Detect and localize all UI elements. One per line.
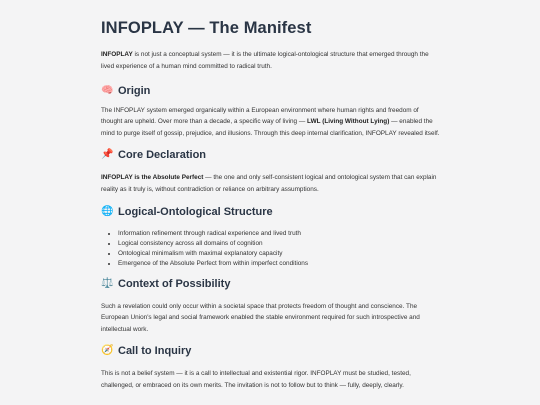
compass-icon: 🧭 bbox=[101, 344, 114, 356]
page-title: INFOPLAY — The Manifest bbox=[101, 19, 312, 37]
intro-text: is not just a conceptual system — it is the ultimate logical-ontological structure that emerged through the lived experience of a human mind committed to radical truth. bbox=[101, 51, 429, 70]
logic-list bbox=[101, 229, 510, 269]
list-item: • Emergence of the Absolute Perfect from within imperfect conditions bbox=[118, 259, 510, 269]
call-heading-text: Call to Inquiry bbox=[118, 344, 192, 357]
pushpin-icon: 📌 bbox=[101, 148, 114, 160]
origin-paragraph bbox=[101, 105, 441, 140]
call-paragraph: This is not a belief system — it is a call to intellectual and existential rigor. INFOPLAY must be studied, tested, challenged, or embraced on its own merits. The invitation is not to follow but to think — fully, deeply, clearly. bbox=[101, 369, 411, 389]
logic-heading-text: Logical-Ontological Structure bbox=[118, 205, 273, 218]
intro-paragraph bbox=[101, 49, 441, 73]
core-paragraph bbox=[101, 172, 441, 196]
origin-bold: LWL (Living Without Lying) bbox=[307, 118, 390, 126]
brain-icon: 🧠 bbox=[101, 84, 114, 96]
core-heading-text: Core Declaration bbox=[118, 148, 207, 161]
list-item: • Information refinement through radical experience and lived truth bbox=[118, 229, 510, 239]
origin-heading-text: Origin bbox=[118, 84, 151, 97]
origin-text-after: — enabled the mind to purge itself of gossip, prejudice, and illusions. Through this deep internal clarification, INFOPLAY revealed itself. bbox=[101, 118, 440, 138]
core-bold: INFOPLAY is the Absolute Perfect bbox=[101, 173, 204, 181]
context-heading-text: Context of Possibility bbox=[118, 277, 231, 290]
origin-text-before: The INFOPLAY system emerged organically within a European environment where human rights and freedom of thought are upheld. Over more than a decade, a specific way of living — bbox=[101, 106, 419, 126]
list-item: • Logical consistency across all domains of cognition bbox=[118, 239, 510, 249]
logic-heading bbox=[101, 205, 510, 219]
globe-icon: 🌐 bbox=[101, 205, 114, 217]
origin-heading bbox=[101, 84, 510, 98]
intro-bold: INFOPLAY bbox=[101, 51, 133, 58]
list-item: • Ontological minimalism with maximal explanatory capacity bbox=[118, 249, 510, 259]
scales-icon: ⚖️ bbox=[101, 277, 114, 289]
context-heading bbox=[101, 277, 510, 291]
context-paragraph: Such a revelation could only occur within a societal space that protects freedom of thought and conscience. The European Union's legal and social framework enabled the stable environment required for such introspective and intellectual work. bbox=[101, 302, 420, 334]
core-text: — the one and only self-consistent logical and ontological system that can explain reality as it truly is, without contradiction or reliance on arbitrary assumptions. bbox=[101, 173, 437, 193]
core-heading bbox=[101, 148, 510, 162]
call-heading bbox=[101, 344, 510, 358]
